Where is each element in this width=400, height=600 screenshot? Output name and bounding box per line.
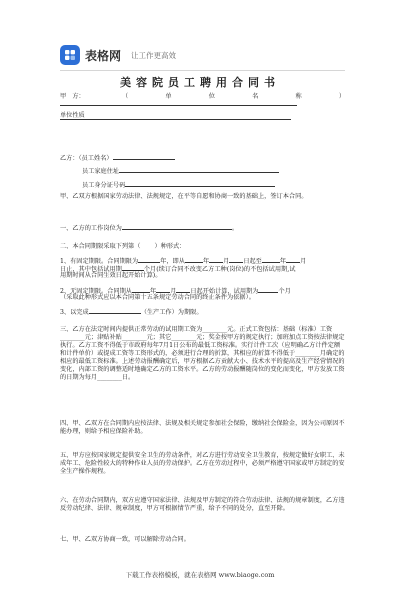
section-4-paragraph: 四、甲、乙双方在合同期内应按法律、法规及相关规定参加社会保险，缴纳社会保险金，因为公司原因不能办理，则给予相应保险补助。	[60, 420, 345, 435]
party-b-line	[60, 153, 175, 163]
s2-text-d2: 年	[150, 288, 157, 295]
unit-word-4: 称	[295, 93, 302, 100]
section-2-line-6	[60, 307, 203, 317]
intro-paragraph: 甲、乙双方根据国家劳动法律、法规规定，在平等自愿和协商一致的基础上，签订本合同。	[60, 193, 308, 200]
s2-blank	[156, 286, 170, 293]
party-b-id-line	[82, 180, 275, 190]
party-a-label: 甲 方：	[60, 93, 85, 100]
section-1-prefix: 一、乙方的工作岗位为	[60, 225, 122, 232]
section-2-heading	[60, 243, 185, 251]
section-5-paragraph: 五、甲方应按国家规定提供安全卫生的劳动条件，对乙方进行劳动安全卫生教育，按规定做好女职工、未成年工、危险性较大的特种作业人员的劳动保护。乙方在劳动过程中，必须严格遵守国家或甲方制定的安全生产操作规程。	[60, 452, 345, 475]
header-divider	[60, 70, 345, 71]
brand-name: 表格网	[85, 48, 122, 63]
s2-text-d4: 日起开始计算，试用期为	[190, 288, 259, 295]
section-6-paragraph: 六、在劳动合同期内，双方应遵守国家法律、法规及甲方制定的符合劳动法律、法规的规章制度，乙方违反劳动纪律、法律、规章制度，甲方可根据情节严重，给予不同的处分，直至开除。	[60, 497, 345, 512]
party-a-underline	[60, 105, 297, 106]
s2-blank	[89, 307, 141, 314]
brand-header	[60, 44, 176, 66]
footer-text: 下载工作表格模板，就在表格网 www.biaoge.com	[125, 571, 275, 579]
section-2-head-suffix: ）种形式：	[154, 243, 186, 250]
s2-blank	[176, 286, 190, 293]
s2-text-d1: 2、无固定期限。合同期从	[60, 288, 132, 295]
s2-text-d3: 月	[170, 288, 177, 295]
party-b-name-blank	[113, 153, 175, 160]
unit-paren-close: ）	[338, 93, 345, 100]
party-b-label: 乙方：（员工姓名）	[60, 155, 113, 162]
s2-blank	[209, 256, 223, 263]
section-1	[60, 223, 238, 233]
section-1-blank	[122, 223, 232, 230]
section-7-paragraph: 七、甲、乙双方协商一致，可以解除劳动合同。	[60, 536, 190, 543]
s2-text-f1: 3、以完成	[60, 309, 89, 316]
s2-text-a3: 年	[202, 258, 210, 265]
party-b-address-label: 员工家庭住址	[82, 168, 120, 175]
party-b-address-line	[82, 166, 279, 176]
s2-text-a2: 年，即从	[160, 258, 185, 265]
s2-text-a6: 年	[279, 258, 287, 265]
s2-blank	[132, 286, 150, 293]
s2-text-a4: 月	[223, 258, 230, 265]
party-b-address-blank	[119, 166, 279, 173]
s2-blank	[229, 256, 243, 263]
s2-text-d5: 个月	[278, 288, 291, 295]
logo-icon	[60, 45, 80, 65]
party-b-id-blank	[125, 180, 275, 187]
unit-nature-underline	[60, 119, 291, 120]
unit-nature-label: 单位性质	[60, 112, 85, 119]
unit-word-1: 单	[165, 93, 172, 100]
s2-text-b2: 个月(续订合同不改变乙方工种(岗位)的不包括试用期,试	[143, 266, 296, 273]
s2-text-b1: 日止，其中包括试用期	[60, 266, 122, 273]
section-2-head-prefix: 二、本合同期限采取下列第（	[60, 243, 141, 250]
section-2-line-5: （采取此种形式应以本合同第十五条规定劳动合同的终止条件为依据）。	[60, 294, 255, 301]
party-a-line	[60, 93, 345, 101]
s2-text-a5: 日起至	[243, 258, 262, 265]
s2-text-f2: （生产工作）为期限。	[140, 309, 203, 316]
s2-blank	[262, 256, 280, 263]
document-title: 美容院员工聘用合同书	[120, 76, 280, 89]
brand-slogan: 让工作更高效	[131, 50, 177, 60]
unit-word-2: 位	[208, 93, 215, 100]
s2-blank	[185, 256, 203, 263]
party-b-id-label: 员工身分证号码	[82, 182, 126, 189]
s2-blank	[258, 286, 278, 293]
s2-blank	[138, 256, 160, 263]
unit-paren-open: （	[121, 93, 129, 100]
section-2-line-3: 用期时间从合同生效日起开始计算)。	[60, 272, 162, 279]
unit-word-3: 名	[252, 93, 259, 100]
s2-text-a1: 1、有固定期限。合同期限为	[60, 258, 139, 265]
s2-blank	[122, 264, 144, 271]
section-3-paragraph: 三、乙方在法定时间内提供正常劳动的试用期工资为________元。正式工资包括：基础（标准）工资________元；津贴补贴________元；其它________元；奖金按甲方的规定执行；加班加点工资按法律规定执行。乙方工资不得低于市政府每年7月1日公布的最低工资标准。实行计件工次（应明确乙方计件定额和计件单价）或提成工资等工资形式的，必须进行合理的折算，其相应的折算不得低于________月确定的相应的最低工资标准。上述劳动报酬确定后，甲方根据乙方贡献大小、技术水平的提高及生产经营情况的变化，内部工资的调整适时地确定乙方的工资水平。乙方的劳动报酬随岗位的变化而变化，甲方发放工资的日期为每月________日。	[60, 326, 345, 381]
section-1-suffix: 。	[231, 225, 239, 232]
s2-text-a7: 月	[300, 258, 307, 265]
s2-blank	[286, 256, 300, 263]
